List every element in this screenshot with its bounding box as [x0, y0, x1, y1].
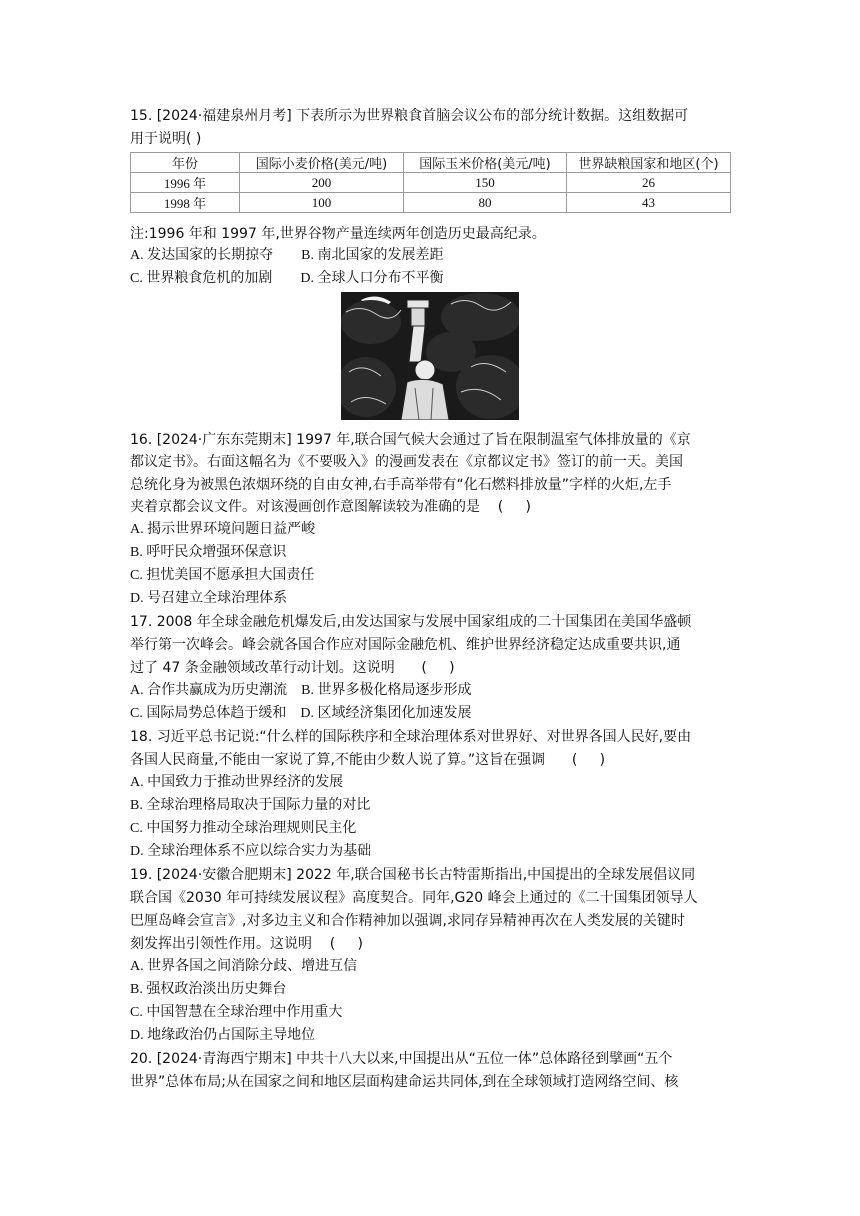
table-header-year: 年份 [131, 153, 240, 173]
q16-option-a: A. 揭示世界环境问题日益严峻 [130, 522, 316, 537]
q15-options-cd: C. 世界粮食危机的加剧 D. 全球人口分布不平衡 [130, 271, 444, 286]
q19-option-c: C. 中国智慧在全球治理中作用重大 [130, 1005, 343, 1020]
q20-stem-line-1: 20. [2024·青海西宁期末] 中共十八大以来,中国提出从“五位一体”总体路径到擘画“五个 [130, 1051, 673, 1067]
table-header-corn-price: 国际玉米价格(美元/吨) [404, 153, 567, 173]
q16-option-d: D. 号召建立全球治理体系 [130, 591, 288, 606]
q19-option-d: D. 地缘政治仍占国际主导地位 [130, 1028, 316, 1043]
q15-stem-line-1: 15. [2024·福建泉州月考] 下表所示为世界粮食首脑会议公布的部分统计数据。这组数据可 [130, 108, 689, 124]
q16-option-c: C. 担忧美国不愿承担大国责任 [130, 568, 315, 583]
q19-stem-line-3: 巴厘岛峰会宣言》,对多边主义和合作精神加以强调,求同存异精神再次在人类发展的关键时 [130, 913, 685, 929]
q17-options-ab: A. 合作共赢成为历史潮流 B. 世界多极化格局逐步形成 [130, 683, 472, 698]
table-header-wheat-price: 国际小麦价格(美元/吨) [240, 153, 404, 173]
q19-option-b: B. 强权政治淡出历史舞台 [130, 982, 287, 997]
q15-note: 注:1996 年和 1997 年,世界谷物产量连续两年创造历史最高纪录。 [130, 226, 546, 242]
table-cell: 1998 年 [131, 193, 240, 213]
dont-inhale-cartoon-image [341, 292, 519, 420]
q18-option-c: C. 中国努力推动全球治理规则民主化 [130, 821, 357, 836]
table-cell: 1996 年 [131, 173, 240, 193]
q16-stem-line-4: 夹着京都会议文件。对该漫画创作意图解读较为准确的是 ( ) [130, 499, 531, 515]
q17-options-cd: C. 国际局势总体趋于缓和 D. 区域经济集团化加速发展 [130, 706, 472, 721]
table-header-food-short-countries: 世界缺粮国家和地区(个) [567, 153, 731, 173]
q18-option-b: B. 全球治理格局取决于国际力量的对比 [130, 798, 371, 813]
q18-stem-line-1: 18. 习近平总书记说:“什么样的国际秩序和全球治理体系对世界好、对世界各国人民好,要由 [130, 729, 692, 745]
q19-stem-line-2: 联合国《2030 年可持续发展议程》高度契合。同年,G20 峰会上通过的《二十国集团领导人 [130, 890, 698, 906]
q16-option-b: B. 呼吁民众增强环保意识 [130, 545, 287, 560]
table-cell: 100 [240, 193, 404, 213]
table-cell: 43 [567, 193, 731, 213]
q19-option-a: A. 世界各国之间消除分歧、增进互信 [130, 959, 358, 974]
q17-stem-line-3: 过了 47 条金融领域改革行动计划。这说明 ( ) [130, 660, 455, 676]
table-header-row [131, 153, 731, 173]
q18-option-d: D. 全球治理体系不应以综合实力为基础 [130, 844, 372, 859]
q15-options-ab: A. 发达国家的长期掠夺 B. 南北国家的发展差距 [130, 248, 444, 263]
q18-option-a: A. 中国致力于推动世界经济的发展 [130, 775, 344, 790]
table-row [131, 173, 731, 193]
q16-stem-line-3: 总统化身为被黑色浓烟环绕的自由女神,右手高举带有“化石燃料排放量”字样的火炬,左手 [130, 477, 672, 493]
q16-stem-line-1: 16. [2024·广东东莞期末] 1997 年,联合国气候大会通过了旨在限制温室气体排放量的《京 [130, 432, 691, 448]
q17-stem-line-2: 举行第一次峰会。峰会就各国合作应对国际金融危机、维护世界经济稳定达成重要共识,通 [130, 637, 681, 653]
q15-stem-line-2: 用于说明( ) [130, 131, 202, 147]
q18-stem-line-2: 各国人民商量,不能由一家说了算,不能由少数人说了算。”这旨在强调 ( ) [130, 752, 606, 768]
table-row [131, 193, 731, 213]
q16-stem-line-2: 都议定书》。右面这幅名为《不要吸入》的漫画发表在《京都议定书》签订的前一天。美国 [130, 454, 683, 470]
table-cell: 200 [240, 173, 404, 193]
q19-stem-line-1: 19. [2024·安徽合肥期末] 2022 年,联合国秘书长古特雷斯指出,中国提出的全球发展倡议同 [130, 867, 696, 883]
table-cell: 26 [567, 173, 731, 193]
q20-stem-line-2: 世界”总体布局;从在国家之间和地区层面构建命运共同体,到在全球领域打造网络空间、核 [130, 1074, 679, 1090]
table-cell: 150 [404, 173, 567, 193]
q17-stem-line-1: 17. 2008 年全球金融危机爆发后,由发达国家与发展中国家组成的二十国集团在美国华盛顿 [130, 614, 692, 630]
table-cell: 80 [404, 193, 567, 213]
q19-stem-line-4: 刻发挥出引领性作用。这说明 ( ) [130, 936, 363, 952]
grain-statistics-table [130, 152, 731, 213]
